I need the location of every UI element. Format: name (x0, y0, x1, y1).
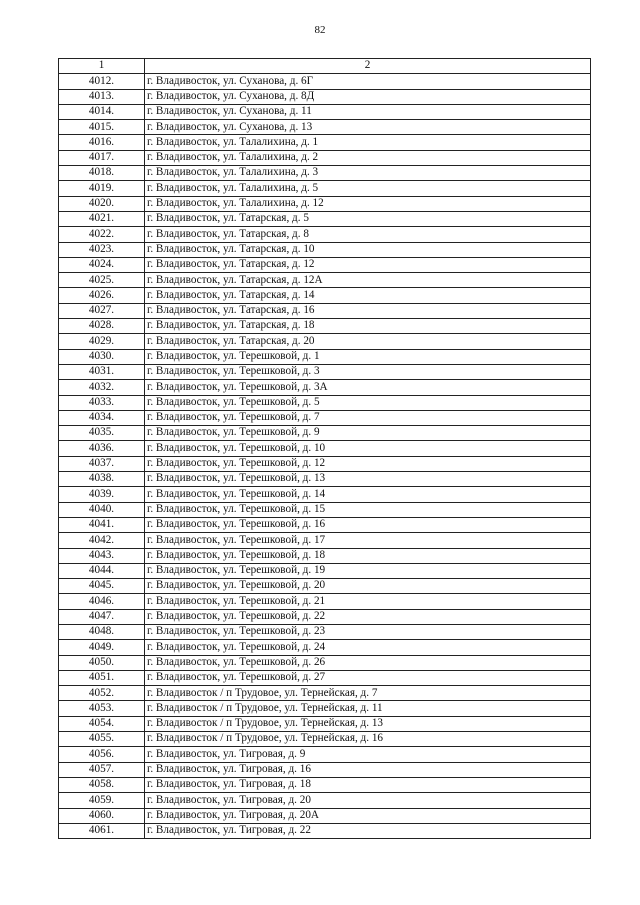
row-address-cell: г. Владивосток, ул. Терешковой, д. 16 (145, 517, 591, 532)
row-address-cell: г. Владивосток, ул. Терешковой, д. 15 (145, 502, 591, 517)
row-number-cell: 4019. (59, 181, 145, 196)
row-address-cell: г. Владивосток, ул. Татарская, д. 16 (145, 303, 591, 318)
table-row (59, 609, 591, 624)
table-row (59, 686, 591, 701)
row-number-cell: 4048. (59, 624, 145, 639)
row-number-cell: 4061. (59, 823, 145, 838)
row-address-cell: г. Владивосток, ул. Терешковой, д. 17 (145, 533, 591, 548)
row-number-cell: 4027. (59, 303, 145, 318)
table-row (59, 655, 591, 670)
row-number-cell: 4047. (59, 609, 145, 624)
column-header-address: 2 (145, 59, 591, 74)
row-number-cell: 4060. (59, 808, 145, 823)
row-address-cell: г. Владивосток, ул. Терешковой, д. 13 (145, 472, 591, 487)
row-address-cell: г. Владивосток, ул. Татарская, д. 10 (145, 242, 591, 257)
row-number-cell: 4021. (59, 211, 145, 226)
row-address-cell: г. Владивосток, ул. Терешковой, д. 24 (145, 640, 591, 655)
table-row (59, 227, 591, 242)
table-row (59, 426, 591, 441)
table-row (59, 502, 591, 517)
row-address-cell: г. Владивосток, ул. Татарская, д. 8 (145, 227, 591, 242)
row-address-cell: г. Владивосток, ул. Тигровая, д. 20 (145, 793, 591, 808)
row-number-cell: 4012. (59, 74, 145, 89)
row-number-cell: 4036. (59, 441, 145, 456)
row-address-cell: г. Владивосток, ул. Терешковой, д. 3А (145, 380, 591, 395)
row-number-cell: 4045. (59, 579, 145, 594)
table-row (59, 441, 591, 456)
row-number-cell: 4054. (59, 716, 145, 731)
table-row (59, 732, 591, 747)
table-row (59, 380, 591, 395)
table-body (59, 74, 591, 839)
row-number-cell: 4046. (59, 594, 145, 609)
row-number-cell: 4022. (59, 227, 145, 242)
row-address-cell: г. Владивосток, ул. Терешковой, д. 12 (145, 456, 591, 471)
table-row (59, 533, 591, 548)
row-number-cell: 4013. (59, 89, 145, 104)
table-row (59, 196, 591, 211)
row-address-cell: г. Владивосток, ул. Терешковой, д. 9 (145, 426, 591, 441)
row-number-cell: 4016. (59, 135, 145, 150)
row-address-cell: г. Владивосток, ул. Терешковой, д. 10 (145, 441, 591, 456)
row-number-cell: 4033. (59, 395, 145, 410)
table-row (59, 472, 591, 487)
row-number-cell: 4049. (59, 640, 145, 655)
row-number-cell: 4030. (59, 349, 145, 364)
table-row (59, 701, 591, 716)
address-table (58, 58, 591, 839)
table-row (59, 211, 591, 226)
row-number-cell: 4059. (59, 793, 145, 808)
table-row (59, 747, 591, 762)
row-number-cell: 4042. (59, 533, 145, 548)
row-number-cell: 4025. (59, 273, 145, 288)
table-row (59, 89, 591, 104)
row-number-cell: 4037. (59, 456, 145, 471)
row-address-cell: г. Владивосток, ул. Тигровая, д. 20А (145, 808, 591, 823)
row-address-cell: г. Владивосток, ул. Терешковой, д. 1 (145, 349, 591, 364)
table-row (59, 762, 591, 777)
row-number-cell: 4040. (59, 502, 145, 517)
row-address-cell: г. Владивосток, ул. Терешковой, д. 7 (145, 410, 591, 425)
table-row (59, 74, 591, 89)
table-row (59, 120, 591, 135)
row-address-cell: г. Владивосток, ул. Тигровая, д. 16 (145, 762, 591, 777)
table-row (59, 410, 591, 425)
table-row (59, 349, 591, 364)
row-address-cell: г. Владивосток, ул. Талалихина, д. 3 (145, 166, 591, 181)
table-row (59, 456, 591, 471)
row-number-cell: 4035. (59, 426, 145, 441)
row-address-cell: г. Владивосток, ул. Суханова, д. 13 (145, 120, 591, 135)
row-number-cell: 4043. (59, 548, 145, 563)
row-number-cell: 4026. (59, 288, 145, 303)
row-number-cell: 4041. (59, 517, 145, 532)
row-number-cell: 4044. (59, 563, 145, 578)
table-row (59, 166, 591, 181)
row-address-cell: г. Владивосток, ул. Терешковой, д. 22 (145, 609, 591, 624)
table-row (59, 181, 591, 196)
row-address-cell: г. Владивосток, ул. Тигровая, д. 22 (145, 823, 591, 838)
row-address-cell: г. Владивосток / п Трудовое, ул. Тернейская, д. 13 (145, 716, 591, 731)
row-address-cell: г. Владивосток, ул. Терешковой, д. 3 (145, 364, 591, 379)
row-number-cell: 4039. (59, 487, 145, 502)
row-address-cell: г. Владивосток, ул. Татарская, д. 5 (145, 211, 591, 226)
table-row (59, 640, 591, 655)
table-row (59, 257, 591, 272)
row-number-cell: 4015. (59, 120, 145, 135)
row-address-cell: г. Владивосток, ул. Тигровая, д. 9 (145, 747, 591, 762)
row-number-cell: 4034. (59, 410, 145, 425)
row-address-cell: г. Владивосток, ул. Терешковой, д. 20 (145, 579, 591, 594)
table-row (59, 242, 591, 257)
table-row (59, 594, 591, 609)
table-row (59, 777, 591, 792)
row-number-cell: 4038. (59, 472, 145, 487)
row-number-cell: 4032. (59, 380, 145, 395)
row-address-cell: г. Владивосток, ул. Терешковой, д. 21 (145, 594, 591, 609)
row-address-cell: г. Владивосток / п Трудовое, ул. Тернейская, д. 16 (145, 732, 591, 747)
table-row (59, 395, 591, 410)
row-number-cell: 4053. (59, 701, 145, 716)
row-address-cell: г. Владивосток, ул. Суханова, д. 11 (145, 104, 591, 119)
table-row (59, 487, 591, 502)
row-number-cell: 4052. (59, 686, 145, 701)
table-row (59, 808, 591, 823)
row-address-cell: г. Владивосток, ул. Талалихина, д. 12 (145, 196, 591, 211)
table-row (59, 517, 591, 532)
row-address-cell: г. Владивосток, ул. Терешковой, д. 23 (145, 624, 591, 639)
row-number-cell: 4028. (59, 319, 145, 334)
row-address-cell: г. Владивосток, ул. Талалихина, д. 5 (145, 181, 591, 196)
row-address-cell: г. Владивосток, ул. Суханова, д. 8Д (145, 89, 591, 104)
row-address-cell: г. Владивосток, ул. Терешковой, д. 18 (145, 548, 591, 563)
row-address-cell: г. Владивосток, ул. Терешковой, д. 14 (145, 487, 591, 502)
row-address-cell: г. Владивосток, ул. Суханова, д. 6Г (145, 74, 591, 89)
row-address-cell: г. Владивосток, ул. Талалихина, д. 1 (145, 135, 591, 150)
row-number-cell: 4051. (59, 670, 145, 685)
table-row (59, 288, 591, 303)
table-row (59, 104, 591, 119)
page-number: 82 (314, 24, 326, 36)
table-row (59, 670, 591, 685)
row-address-cell: г. Владивосток, ул. Татарская, д. 12 (145, 257, 591, 272)
row-number-cell: 4050. (59, 655, 145, 670)
row-address-cell: г. Владивосток, ул. Терешковой, д. 26 (145, 655, 591, 670)
table-row (59, 579, 591, 594)
row-number-cell: 4058. (59, 777, 145, 792)
row-number-cell: 4029. (59, 334, 145, 349)
row-address-cell: г. Владивосток, ул. Тигровая, д. 18 (145, 777, 591, 792)
row-address-cell: г. Владивосток, ул. Татарская, д. 18 (145, 319, 591, 334)
row-number-cell: 4055. (59, 732, 145, 747)
column-header-number: 1 (59, 59, 145, 74)
row-address-cell: г. Владивосток, ул. Татарская, д. 12А (145, 273, 591, 288)
table-header-row (59, 59, 591, 74)
table-row (59, 563, 591, 578)
row-number-cell: 4017. (59, 150, 145, 165)
row-address-cell: г. Владивосток, ул. Терешковой, д. 19 (145, 563, 591, 578)
row-number-cell: 4020. (59, 196, 145, 211)
table-row (59, 303, 591, 318)
table-row (59, 716, 591, 731)
table-row (59, 364, 591, 379)
row-number-cell: 4018. (59, 166, 145, 181)
row-address-cell: г. Владивосток, ул. Татарская, д. 20 (145, 334, 591, 349)
row-number-cell: 4057. (59, 762, 145, 777)
row-address-cell: г. Владивосток, ул. Талалихина, д. 2 (145, 150, 591, 165)
row-address-cell: г. Владивосток, ул. Татарская, д. 14 (145, 288, 591, 303)
row-address-cell: г. Владивосток, ул. Терешковой, д. 5 (145, 395, 591, 410)
row-address-cell: г. Владивосток / п Трудовое, ул. Тернейская, д. 11 (145, 701, 591, 716)
table-row (59, 793, 591, 808)
row-number-cell: 4023. (59, 242, 145, 257)
table-row (59, 319, 591, 334)
table-row (59, 273, 591, 288)
row-address-cell: г. Владивосток / п Трудовое, ул. Тернейская, д. 7 (145, 686, 591, 701)
row-number-cell: 4014. (59, 104, 145, 119)
table-row (59, 624, 591, 639)
table-row (59, 334, 591, 349)
row-number-cell: 4031. (59, 364, 145, 379)
table-row (59, 150, 591, 165)
row-number-cell: 4056. (59, 747, 145, 762)
row-number-cell: 4024. (59, 257, 145, 272)
table-row (59, 135, 591, 150)
row-address-cell: г. Владивосток, ул. Терешковой, д. 27 (145, 670, 591, 685)
table-row (59, 823, 591, 838)
table-row (59, 548, 591, 563)
